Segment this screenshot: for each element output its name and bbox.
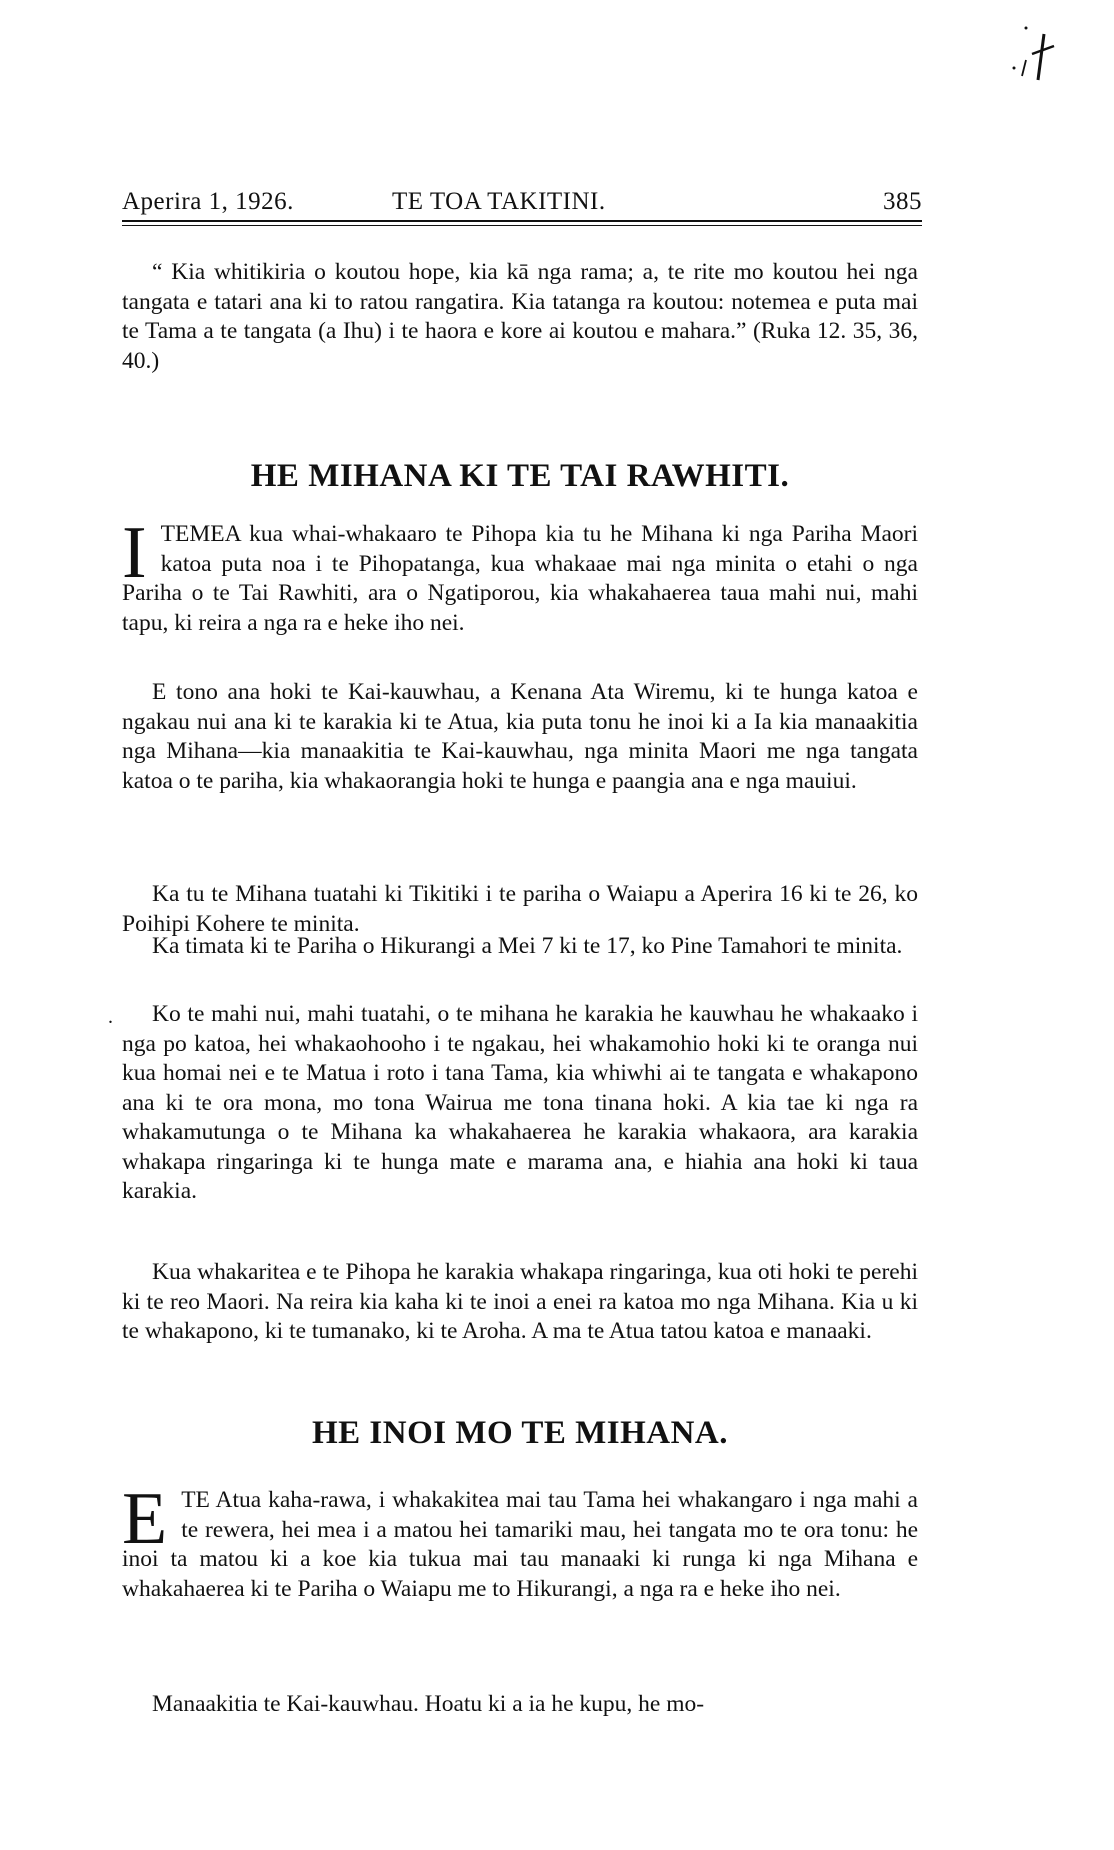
- paragraph-text: TE Atua kaha-rawa, i whakakitea mai tau Tama hei whakangaro i nga mahi a te rewera, hei mea i a matou hei tamariki mau, hei tangata mo te ora tonu: he inoi ta matou ki a koe kia tukua mai tau manaaki ki runga ki nga Mihana e whakahaerea ki te Pariha o Waiapu me to Hikurangi, a nga ra e heke iho nei.: [122, 1487, 918, 1602]
- publication-title: TE TOA TAKITINI.: [392, 188, 606, 215]
- drop-cap: E: [122, 1478, 168, 1560]
- scripture-quote: “ Kia whitikiria o koutou hope, kia kā nga rama; a, te rite mo koutou hei nga tangata e tatari ana ki to ratou rangatira. Kia tatanga ra koutou: notemea e puta mai te Tama a te tangata (a Ihu) i te haora e kore ai koutou e mahara.” (Ruka 12. 35, 36, 40.): [122, 259, 918, 374]
- paragraph: Ka timata ki te Pariha o Hikurangi a Mei 7 ki te 17, ko Pine Tamahori te minita.: [152, 933, 903, 959]
- paragraph: Kua whakaritea e te Pihopa he karakia whakapa ringaringa, kua oti hoki te perehi ki te reo Maori. Na reira kia kaha ki te inoi a enei ra katoa mo nga Mihana. Kia u ki te whakapono, ki te tumanako, ki te Aroha. A ma te Atua tatou katoa e manaaki.: [122, 1259, 918, 1344]
- section-heading-mihana: HE MIHANA KI TE TAI RAWHITI.: [250, 458, 790, 494]
- header-rule: [122, 220, 922, 222]
- paragraph-text: TEMEA kua whai-whakaaro te Pihopa kia tu he Mihana ki nga Pariha Maori katoa puta noa i te Pihopatanga, kua whakaae mai nga minita o etahi o nga Pariha o te Tai Rawhiti, ara o Ngatiporou, kia whakahaerea taua mahi nui, mahi tapu, ki reira a nga ra e heke iho nei.: [122, 521, 918, 636]
- paragraph: [122, 1478, 918, 1604]
- handwritten-mark-icon: [1004, 20, 1074, 90]
- paragraph: Ka tu te Mihana tuatahi ki Tikitiki i te pariha o Waiapu a Aperira 16 ki te 26, ko Poihipi Kohere te minita.: [122, 881, 918, 937]
- issue-date: Aperira 1, 1926.: [122, 188, 294, 215]
- drop-cap: I: [122, 512, 147, 594]
- running-head: [122, 182, 922, 222]
- paragraph: Manaakitia te Kai-kauwhau. Hoatu ki a ia he kupu, he mo-: [152, 1691, 705, 1717]
- paragraph: [122, 512, 918, 638]
- page-number: 385: [883, 188, 922, 215]
- print-speck: .: [108, 1006, 113, 1028]
- paragraph: Ko te mahi nui, mahi tuatahi, o te mihana he karakia he kauwhau he whakaako i nga po katoa, hei whakaohooho i te ngakau, hei whakamohio hoki ki te oranga nui kua homai nei e te Matua i roto i tana Tama, kia whiwhi ai te tangata e whakapono ana ki te ora mona, mo tona Wairua me tona tinana hoki. A kia tae ki nga ra whakamutunga o te Mihana ka whakahaerea he karakia whakaora, ara karakia whakapa ringaringa ki te hunga mate e marama ana, e hiahia ana hoki ki taua karakia.: [122, 1001, 918, 1204]
- section-heading-inoi: HE INOI MO TE MIHANA.: [311, 1415, 728, 1451]
- paragraph: E tono ana hoki te Kai-kauwhau, a Kenana Ata Wiremu, ki te hunga katoa e ngakau nui ana ki te karakia ki te Atua, kia puta tonu he inoi ki a Ia kia manaakitia nga Mihana—kia manaakitia te Kai-kauwhau, nga minita Maori me nga tangata katoa o te pariha, kia whakaorangia hoki te hunga e paangia ana e nga mauiui.: [122, 679, 918, 794]
- header-rule-thin: [122, 225, 922, 226]
